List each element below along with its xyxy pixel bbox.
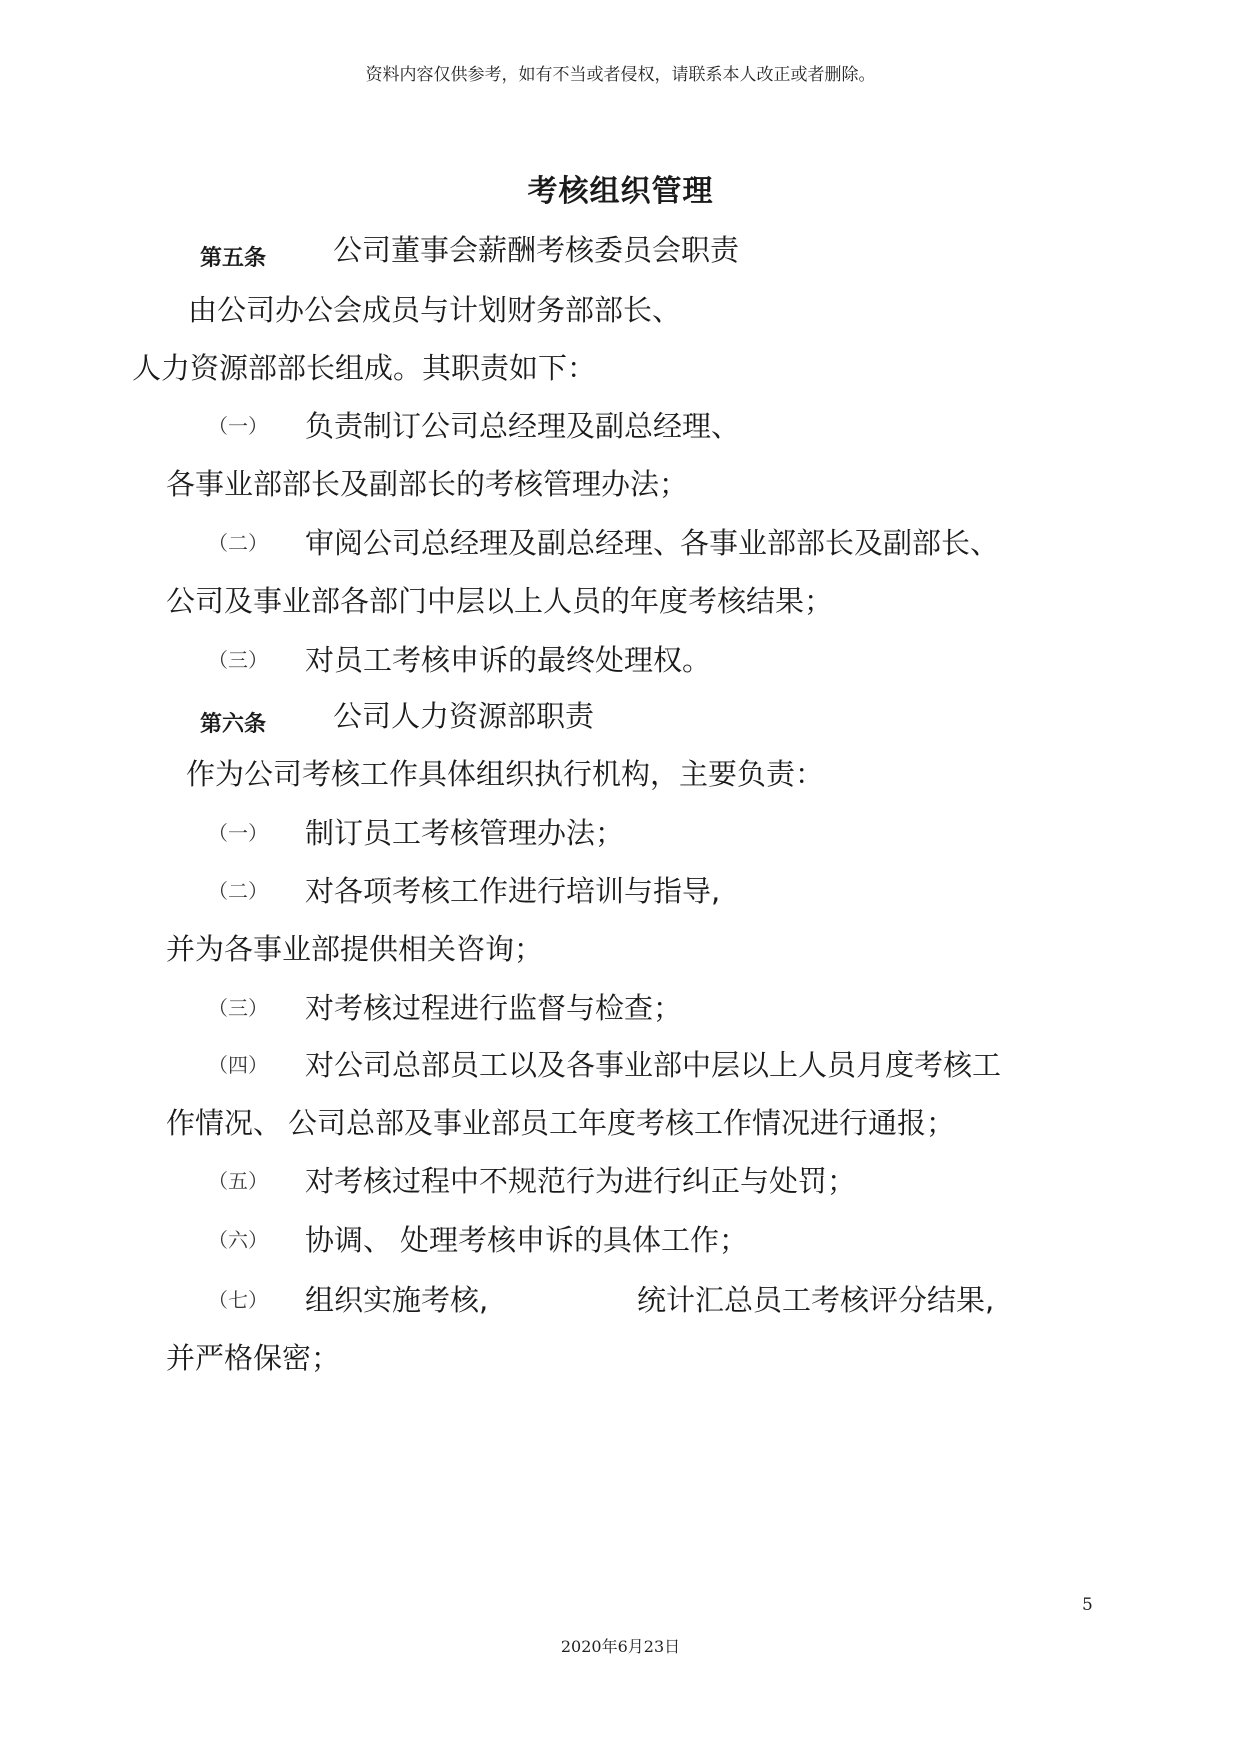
article-5-item-1-continuation: 各事业部部长及副部长的考核管理办法； xyxy=(166,467,689,501)
article-6-item-4-text: 对公司总部员工以及各事业部中层以上人员月度考核工 xyxy=(305,1048,1002,1082)
article-6-item-7-text: 组织实施考核, xyxy=(305,1283,489,1317)
article-5-label: 第五条 xyxy=(200,245,267,271)
article-6-item-1-number: （一） xyxy=(208,821,268,845)
header-disclaimer: 资料内容仅供参考，如有不当或者侵权，请联系本人改正或者删除。 xyxy=(365,65,876,85)
article-6-item-4-continuation: 作情况、 xyxy=(166,1106,283,1140)
article-6-item-4-continuation-b: 公司总部及事业部员工年度考核工作情况进行通报； xyxy=(288,1106,956,1140)
article-6-item-3-number: （三） xyxy=(208,996,268,1020)
article-5-item-1-number: （一） xyxy=(208,414,268,438)
page-number: 5 xyxy=(1082,1595,1093,1615)
article-6-item-5-text: 对考核过程中不规范行为进行纠正与处罚； xyxy=(305,1164,857,1198)
article-6-item-3-text: 对考核过程进行监督与检查； xyxy=(305,991,683,1025)
article-5-item-3-number: （三） xyxy=(208,648,268,672)
article-6-item-7-text-b: 统计汇总员工考核评分结果, xyxy=(637,1283,995,1317)
article-5-item-2-number: （二） xyxy=(208,531,268,555)
footer-date: 2020年6月23日 xyxy=(560,1637,681,1656)
article-6-item-5-number: （五） xyxy=(208,1169,268,1193)
article-6-item-1-text: 制订员工考核管理办法； xyxy=(305,816,625,850)
article-6-item-2-continuation: 并为各事业部提供相关咨询； xyxy=(166,932,544,966)
article-6-intro: 作为公司考核工作具体组织执行机构，主要负责： xyxy=(186,757,825,791)
article-6-item-2-text: 对各项考核工作进行培训与指导, xyxy=(305,874,721,908)
article-5-item-2-text-b: 各事业部部长及副部长、 xyxy=(680,526,1000,560)
article-5-item-3-text: 对员工考核申诉的最终处理权。 xyxy=(305,643,712,677)
article-5-intro-line-1: 由公司办公会成员与计划财务部部长、 xyxy=(188,293,682,327)
article-6-label: 第六条 xyxy=(200,711,267,737)
article-6-item-2-number: （二） xyxy=(208,879,268,903)
article-5-item-1-text: 负责制订公司总经理及副总经理、 xyxy=(305,409,741,443)
article-5-item-2-text: 审阅公司总经理及副总经理、 xyxy=(305,526,683,560)
article-6-item-7-number: （七） xyxy=(208,1288,268,1312)
article-6-item-6-text: 协调、 xyxy=(305,1223,393,1257)
article-6-item-6-number: （六） xyxy=(208,1228,268,1252)
article-5-heading: 公司董事会薪酬考核委员会职责 xyxy=(333,233,740,267)
article-6-item-6-text-b: 处理考核申诉的具体工作； xyxy=(400,1223,749,1257)
article-6-item-4-number: （四） xyxy=(208,1053,268,1077)
article-5-intro-line-2: 人力资源部部长组成。其职责如下： xyxy=(132,351,597,385)
page-title: 考核组织管理 xyxy=(527,174,714,209)
article-6-heading: 公司人力资源部职责 xyxy=(333,699,595,733)
article-6-item-7-continuation: 并严格保密； xyxy=(166,1341,341,1375)
article-5-item-2-continuation: 公司及事业部各部门中层以上人员的年度考核结果； xyxy=(166,584,834,618)
